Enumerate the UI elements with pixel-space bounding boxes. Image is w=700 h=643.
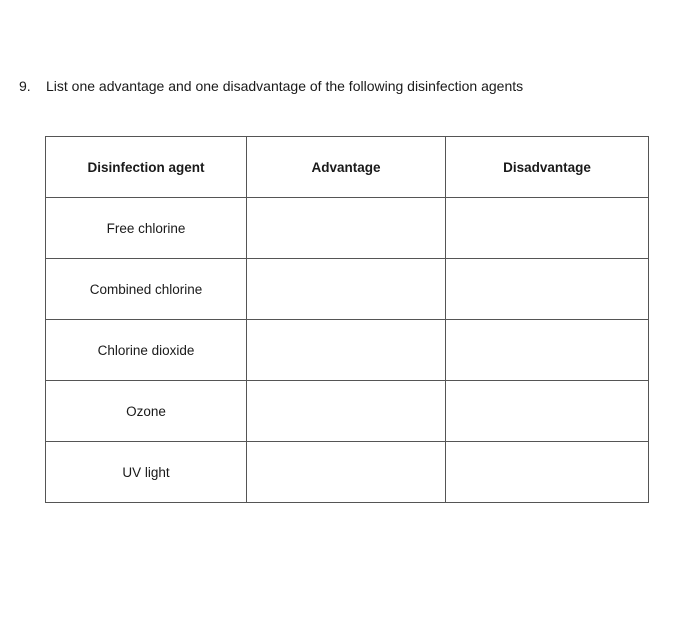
agent-cell: Chlorine dioxide bbox=[46, 320, 247, 381]
table-row bbox=[46, 320, 649, 381]
disinfection-agents-table bbox=[45, 136, 649, 503]
disadvantage-cell[interactable] bbox=[446, 198, 649, 259]
agent-cell: Free chlorine bbox=[46, 198, 247, 259]
table-row bbox=[46, 198, 649, 259]
advantage-cell[interactable] bbox=[247, 442, 446, 503]
disadvantage-cell[interactable] bbox=[446, 259, 649, 320]
question-prompt bbox=[19, 77, 523, 95]
column-header-disadvantage: Disadvantage bbox=[446, 137, 649, 198]
disadvantage-cell[interactable] bbox=[446, 320, 649, 381]
advantage-cell[interactable] bbox=[247, 381, 446, 442]
table-row bbox=[46, 381, 649, 442]
advantage-cell[interactable] bbox=[247, 198, 446, 259]
question-number: 9. bbox=[19, 78, 31, 94]
table-row bbox=[46, 259, 649, 320]
advantage-cell[interactable] bbox=[247, 320, 446, 381]
agent-cell: Combined chlorine bbox=[46, 259, 247, 320]
table-row bbox=[46, 442, 649, 503]
column-header-disinfection-agent: Disinfection agent bbox=[46, 137, 247, 198]
advantage-cell[interactable] bbox=[247, 259, 446, 320]
disadvantage-cell[interactable] bbox=[446, 442, 649, 503]
agent-cell: UV light bbox=[46, 442, 247, 503]
agent-cell: Ozone bbox=[46, 381, 247, 442]
column-header-advantage: Advantage bbox=[247, 137, 446, 198]
table-header-row bbox=[46, 137, 649, 198]
disadvantage-cell[interactable] bbox=[446, 381, 649, 442]
question-text: List one advantage and one disadvantage of the following disinfection agents bbox=[46, 78, 524, 94]
